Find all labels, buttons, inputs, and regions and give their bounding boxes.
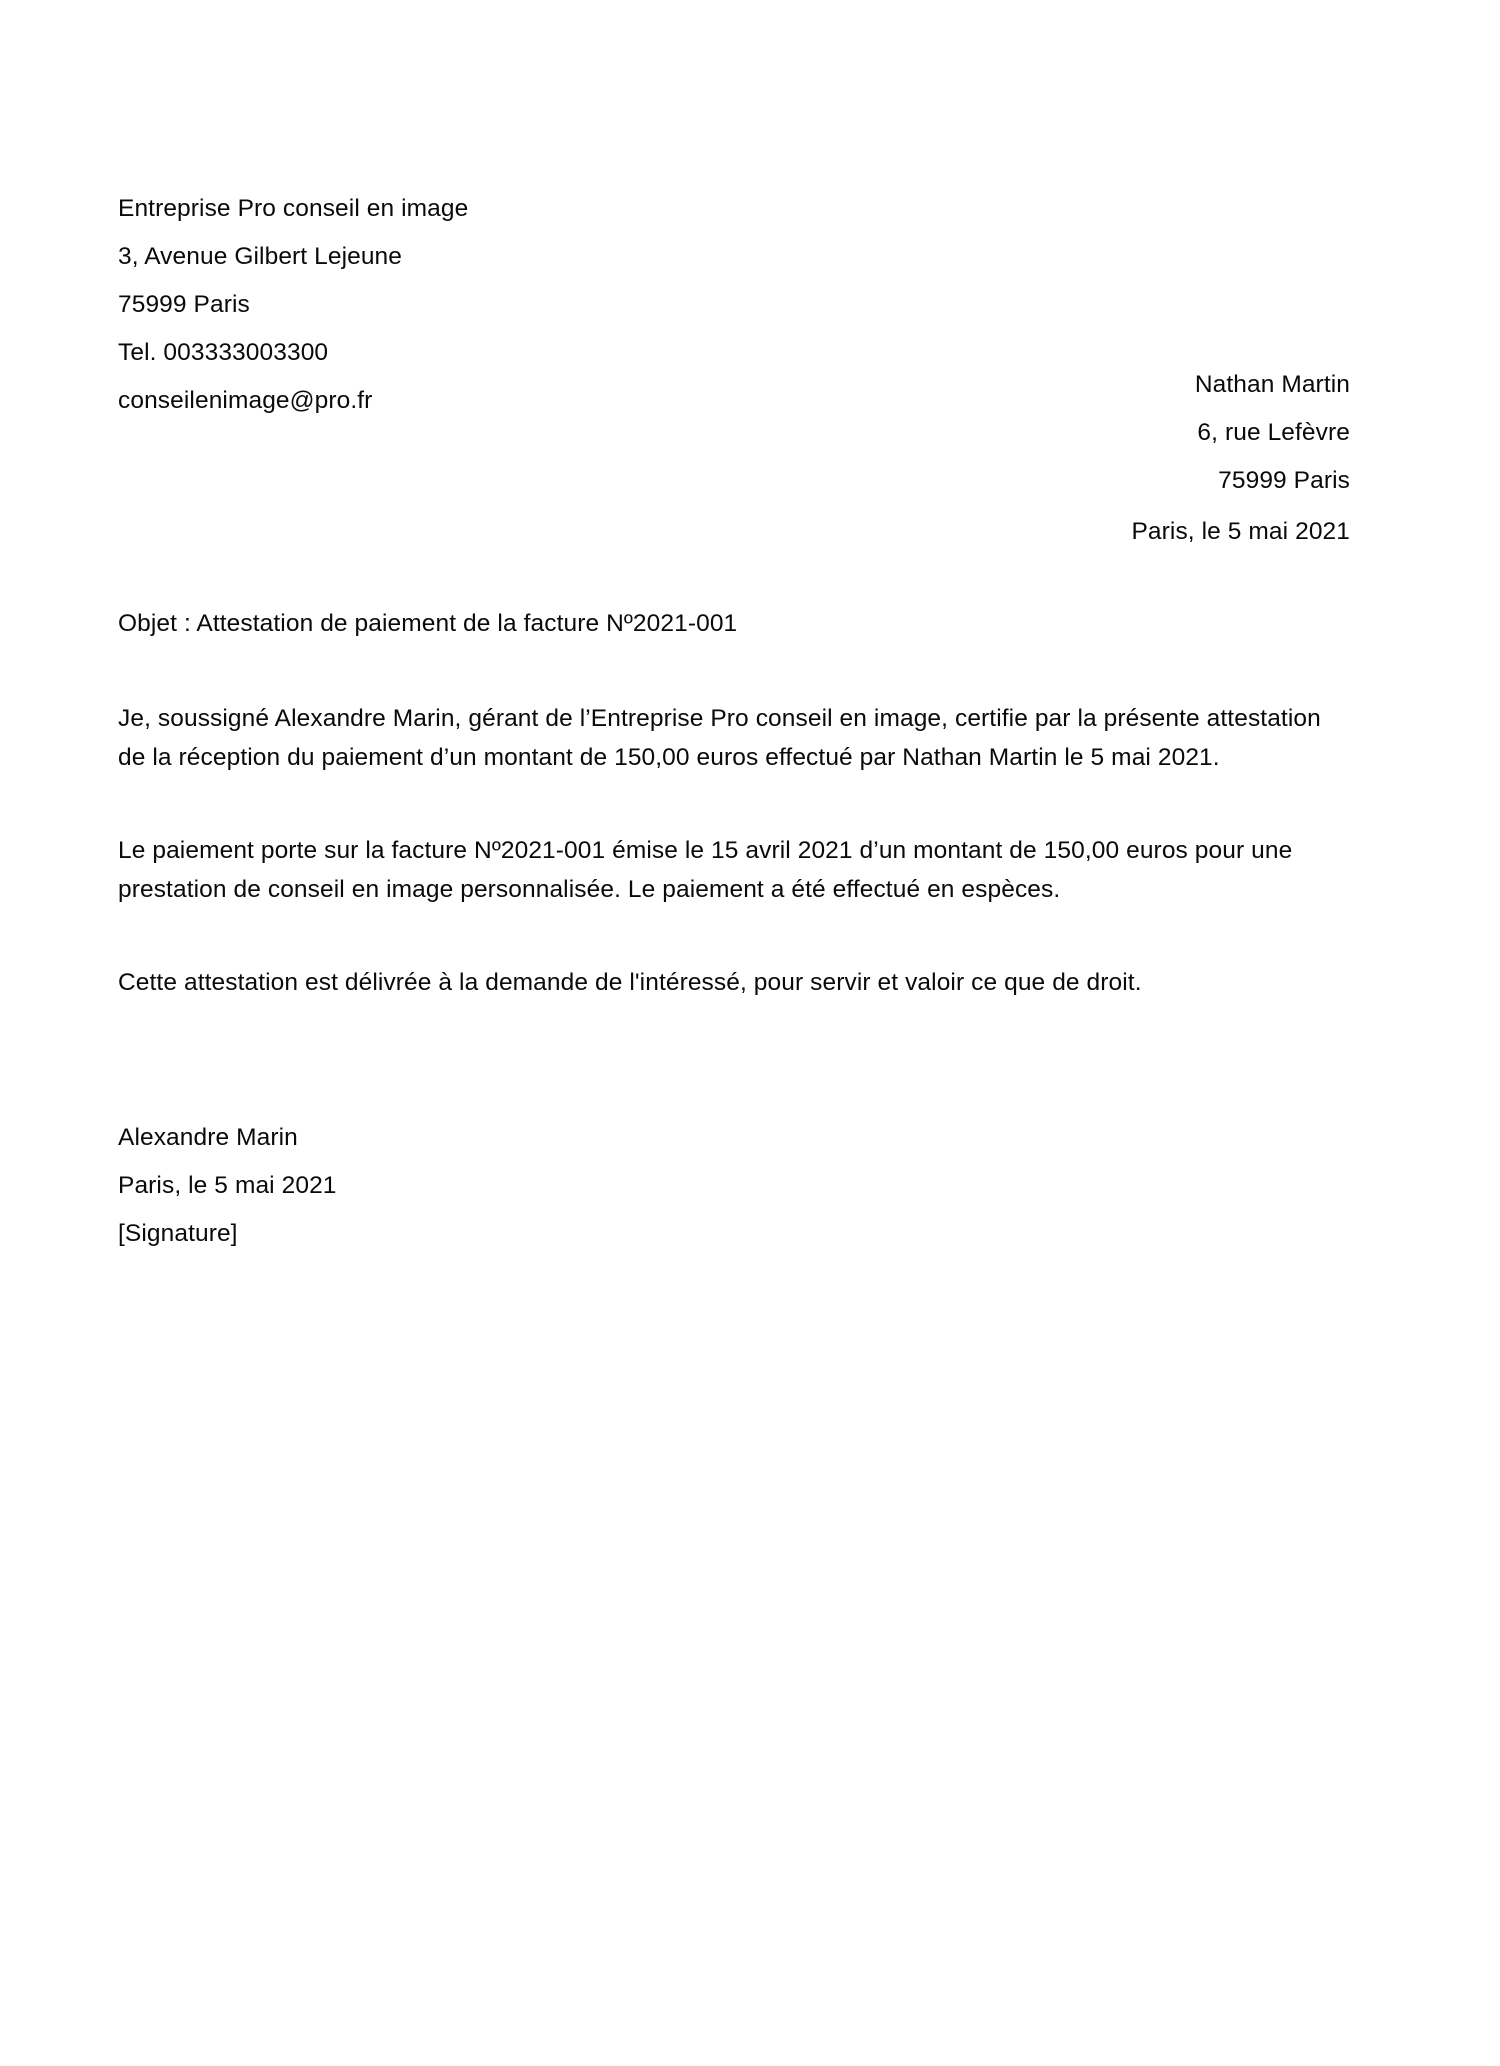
sender-phone: Tel. 003333003300 (118, 339, 329, 366)
letter-subject: Objet : Attestation de paiement de la facture Nº2021-001 (118, 610, 738, 637)
signature-placeholder: [Signature] (118, 1220, 238, 1247)
sender-city: 75999 Paris (118, 291, 250, 318)
sender-street: 3, Avenue Gilbert Lejeune (118, 243, 403, 270)
sender-email: conseilenimage@pro.fr (118, 387, 373, 414)
body-paragraph-2: Le paiement porte sur la facture Nº2021-001 émise le 15 avril 2021 d’un montant de 150,00 euros pour une prestation de conseil en image personnalisée. Le paiement a été effectué en espèces. (118, 837, 1293, 903)
recipient-city: 75999 Paris (1218, 467, 1350, 494)
recipient-address-block (1195, 361, 1350, 505)
recipient-name: Nathan Martin (1194, 371, 1350, 398)
body-paragraph-1: Je, soussigné Alexandre Marin, gérant de l’Entreprise Pro conseil en image, certifie par la présente attestation de la réception du paiement d’un montant de 150,00 euros effectué par Nathan Martin le 5 mai 2021. (118, 705, 1321, 771)
letter-date: Paris, le 5 mai 2021 (1131, 518, 1350, 545)
sender-address-block (118, 185, 1350, 425)
recipient-street: 6, rue Lefèvre (1197, 419, 1350, 446)
signature-block (118, 1114, 1350, 1258)
letter-body (118, 185, 1350, 1258)
signature-name: Alexandre Marin (118, 1124, 298, 1151)
signature-place-date: Paris, le 5 mai 2021 (118, 1172, 337, 1199)
letter-body-text (118, 699, 1350, 1002)
body-paragraph-3: Cette attestation est délivrée à la demande de l'intéressé, pour servir et valoir ce que de droit. (118, 969, 1142, 996)
sender-company: Entreprise Pro conseil en image (118, 195, 469, 222)
